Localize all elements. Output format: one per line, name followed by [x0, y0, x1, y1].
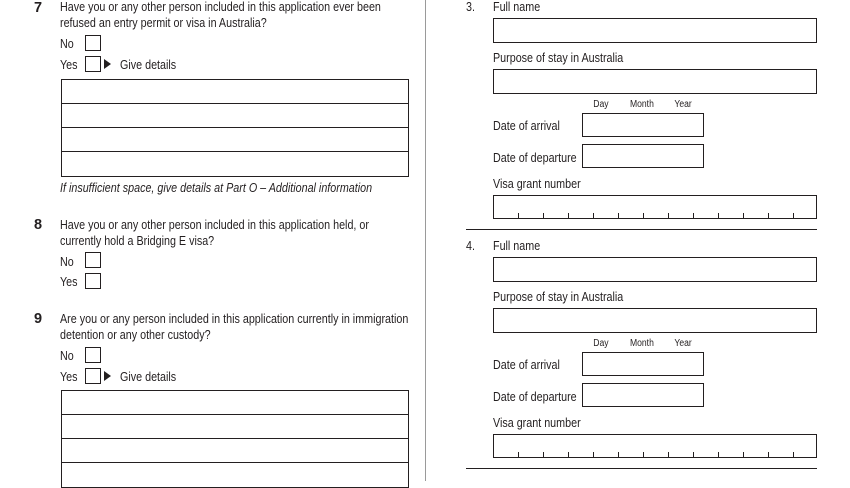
question-9-details-line-1[interactable]	[62, 391, 408, 413]
question-9-yes-label: Yes	[60, 370, 78, 384]
question-7-number: 7	[34, 0, 43, 16]
person-4-arrival-label: Date of arrival	[493, 358, 560, 372]
question-7-text-line2: refused an entry permit or visa in Australia?	[60, 16, 267, 30]
person-4-purpose-label: Purpose of stay in Australia	[493, 290, 624, 304]
tick-mark	[768, 213, 769, 218]
question-8-number: 8	[34, 217, 43, 233]
question-7-details-line-4[interactable]	[62, 152, 408, 174]
person-3-visa-grant-input[interactable]	[493, 195, 817, 219]
question-7-give-details-label: Give details	[120, 58, 177, 72]
tick-mark	[593, 213, 594, 218]
tick-mark	[593, 452, 594, 457]
question-8-yes-checkbox[interactable]	[85, 273, 101, 289]
person-3-full-name-input[interactable]	[493, 18, 817, 43]
person-4-month-header: Month	[629, 338, 654, 349]
question-7-details-line-1[interactable]	[62, 80, 408, 102]
tick-mark	[668, 452, 669, 457]
tick-mark	[643, 452, 644, 457]
person-3-month-header: Month	[629, 99, 654, 110]
question-7-text-line1: Have you or any other person included in this application ever been	[60, 0, 381, 14]
person-4-visa-grant-input[interactable]	[493, 434, 817, 458]
tick-mark	[668, 213, 669, 218]
tick-mark	[643, 213, 644, 218]
question-9-yes-checkbox[interactable]	[85, 368, 101, 384]
question-7-no-checkbox[interactable]	[85, 35, 101, 51]
person-3-departure-label: Date of departure	[493, 151, 577, 165]
question-8-no-checkbox[interactable]	[85, 252, 101, 268]
question-8-yes-label: Yes	[60, 275, 78, 289]
question-7-details-line-2[interactable]	[62, 104, 408, 126]
question-8-text-line2: currently hold a Bridging E visa?	[60, 234, 215, 248]
question-9-text-line2: detention or any other custody?	[60, 328, 211, 342]
arrow-right-icon	[104, 371, 111, 381]
tick-mark	[768, 452, 769, 457]
person-4-purpose-input[interactable]	[493, 308, 817, 333]
tick-mark	[743, 213, 744, 218]
question-8-no-label: No	[60, 255, 74, 269]
tick-mark	[543, 213, 544, 218]
section-separator-rule	[466, 229, 817, 230]
question-7-yes-label: Yes	[60, 58, 78, 72]
person-3-purpose-input[interactable]	[493, 69, 817, 94]
tick-mark	[618, 452, 619, 457]
question-9-details-line-4[interactable]	[62, 463, 408, 481]
question-7-insufficient-space-note: If insufficient space, give details at Part O – Additional information	[60, 181, 373, 195]
question-8-text-line1: Have you or any other person included in this application held, or	[60, 218, 369, 232]
tick-mark	[568, 452, 569, 457]
tick-mark	[743, 452, 744, 457]
person-4-year-header: Year	[674, 338, 692, 349]
question-9-details-line-3[interactable]	[62, 439, 408, 461]
question-7-no-label: No	[60, 37, 74, 51]
tick-mark	[618, 213, 619, 218]
tick-mark	[518, 452, 519, 457]
person-4-visa-label: Visa grant number	[493, 416, 581, 430]
question-9-no-label: No	[60, 349, 74, 363]
question-7-details-line-3[interactable]	[62, 128, 408, 150]
person-4-departure-label: Date of departure	[493, 390, 577, 404]
question-9-no-checkbox[interactable]	[85, 347, 101, 363]
person-3-day-header: Day	[593, 99, 609, 110]
question-9-number: 9	[34, 311, 43, 327]
person-4-arrival-date-input[interactable]	[582, 352, 704, 376]
section-separator-rule	[466, 468, 817, 469]
person-4-departure-date-input[interactable]	[582, 383, 704, 407]
person-4-full-name-label: Full name	[493, 239, 541, 253]
question-9-details-line-2[interactable]	[62, 415, 408, 437]
person-3-arrival-date-input[interactable]	[582, 113, 704, 137]
tick-mark	[793, 452, 794, 457]
tick-mark	[718, 452, 719, 457]
person-3-departure-date-input[interactable]	[582, 144, 704, 168]
person-3-year-header: Year	[674, 99, 692, 110]
person-3-visa-label: Visa grant number	[493, 177, 581, 191]
tick-mark	[793, 213, 794, 218]
person-4-full-name-input[interactable]	[493, 257, 817, 282]
person-4-number: 4.	[466, 239, 475, 253]
question-9-text-line1: Are you or any person included in this application currently in immigration	[60, 312, 409, 326]
person-3-arrival-label: Date of arrival	[493, 119, 560, 133]
column-divider	[425, 0, 426, 481]
tick-mark	[568, 213, 569, 218]
tick-mark	[718, 213, 719, 218]
question-9-give-details-label: Give details	[120, 370, 177, 384]
person-3-full-name-label: Full name	[493, 0, 541, 14]
arrow-right-icon	[104, 59, 111, 69]
person-3-purpose-label: Purpose of stay in Australia	[493, 51, 624, 65]
person-3-number: 3.	[466, 0, 475, 14]
tick-mark	[543, 452, 544, 457]
tick-mark	[693, 452, 694, 457]
tick-mark	[693, 213, 694, 218]
tick-mark	[518, 213, 519, 218]
question-7-yes-checkbox[interactable]	[85, 56, 101, 72]
person-4-day-header: Day	[593, 338, 609, 349]
